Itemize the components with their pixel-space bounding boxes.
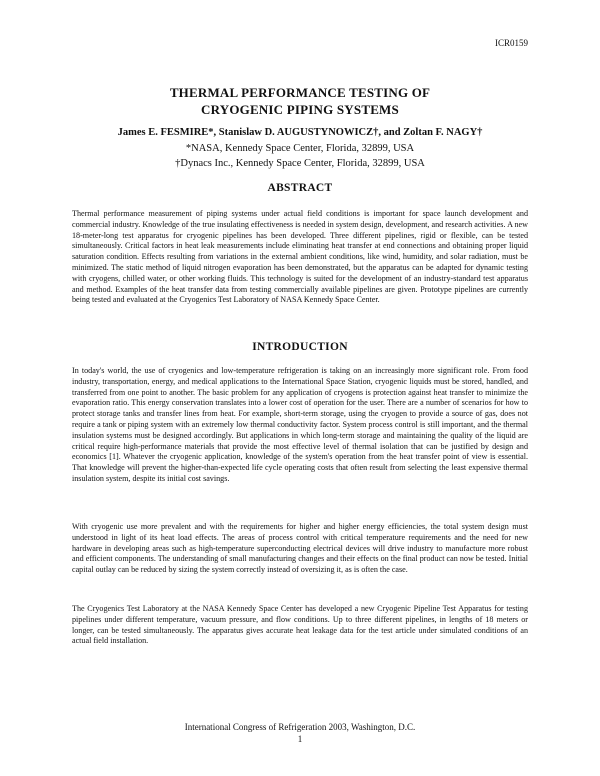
paper-id: ICR0159 [494,38,528,48]
affiliation-nasa: *NASA, Kennedy Space Center, Florida, 32899, USA [185,143,415,154]
introduction-heading: INTRODUCTION [252,341,348,353]
intro-paragraph-2: With cryogenic use more prevalent and with the requirements for higher and higher energy efficiencies, the total system design must understood in light of its heat load effects. The areas of process control with critical temperature requirements and the need for new hardware in developing areas such as high-temperature superconducting electrical devices will drive industry to manufacture more robust and efficient components. The understanding of small manufacturing changes and their effects on the final product can now be tested. Initial capital outlay can be reduced by sizing the system correctly instead of oversizing it, as is often the case. [72,522,528,575]
page-number: 1 [297,734,303,744]
title-line-2: CRYOGENIC PIPING SYSTEMS [201,102,399,117]
author-list: James E. FESMIRE*, Stanislaw D. AUGUSTYNOWICZ†, and Zoltan F. NAGY† [117,127,483,138]
intro-paragraph-1: In today's world, the use of cryogenics and low-temperature refrigeration is taking on an increasingly more significant role. From food industry, transportation, energy, and medical applications to the International Space Station, cryogenic liquids must be stored, handled, and transferred from one point to another. The basic problem for any application of cryogens is protection against heat transfer to minimize the evaporation ratio. This energy conservation translates into a lower cost of operation for the user. There are a number of scenarios for how to protect storage tanks and transfer lines from heat. For example, short-term storage, using the cryogen to provide a source of gas, does not require a tank or piping system with an extremely low thermal conductivity factor. System process control is still important, and the thermal insulation systems must be designed accordingly. But applications in which long-term storage and maintaining the quality of the liquid are critical require high-performance materials that provide the most effective level of thermal isolation that can be justified by design and economics [1]. Whatever the cryogenic application, knowledge of the system's operation from the heat transfer point of view is essential. That knowledge will prevent the higher-than-expected life cycle operating costs that often result from selecting the least expensive thermal insulation system, despite its initial cost savings. [72,366,528,483]
paper-title [0,84,600,118]
abstract-heading: ABSTRACT [267,182,333,194]
affiliation-dynacs: †Dynacs Inc., Kennedy Space Center, Florida, 32899, USA [175,158,425,169]
title-line-1: THERMAL PERFORMANCE TESTING OF [169,85,431,100]
conference-footer: International Congress of Refrigeration 2003, Washington, D.C. [184,722,416,732]
abstract-text: Thermal performance measurement of piping systems under actual field conditions is important for space launch development and commercial industry. Knowledge of the true insulating effectiveness is needed in system design, development, and research activities. A new 18-meter-long test apparatus for cryogenic pipelines has been developed. Three different pipelines, rigid or flexible, can be tested simultaneously. Critical factors in heat leak measurements include eliminating heat transfer at end connections and obtaining proper liquid saturation condition. Effects resulting from variations in the external ambient conditions, like wind, humidity, and solar radiation, must be minimized. The static method of liquid nitrogen evaporation has been demonstrated, but the apparatus can be adapted for dynamic testing with cryogens, chilled water, or other working fluids. This technology is suited for the development of an industry-standard test apparatus and method. Examples of the heat transfer data from testing commercially available pipelines are given. Prototype pipelines are currently being tested and evaluated at the Cryogenics Test Laboratory of NASA Kennedy Space Center. [72,209,528,305]
intro-paragraph-3: The Cryogenics Test Laboratory at the NASA Kennedy Space Center has developed a new Cryogenic Pipeline Test Apparatus for testing pipelines under different temperature, vacuum pressure, and flow conditions. Up to three different pipelines, in lengths of 18 meters or longer, can be tested simultaneously. The apparatus gives accurate heat leakage data for the test article under simulated conditions of an actual field installation. [72,604,528,646]
